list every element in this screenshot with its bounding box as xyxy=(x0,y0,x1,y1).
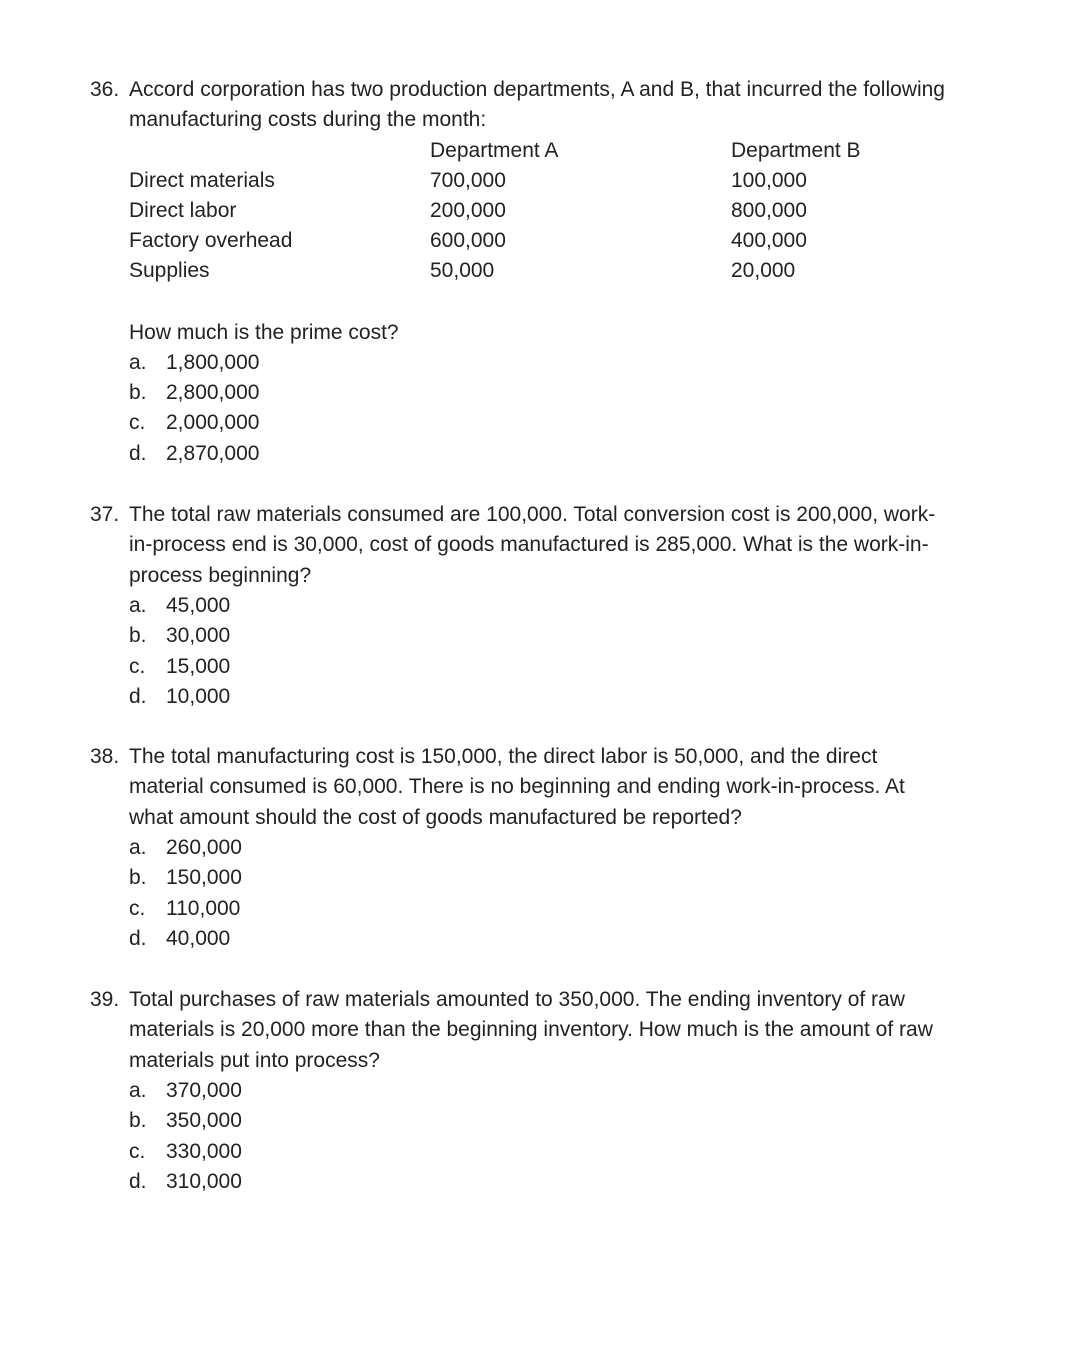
option-value: 15,000 xyxy=(166,654,231,678)
table-cell: 100,000 xyxy=(731,168,807,192)
table-cell: 700,000 xyxy=(430,168,506,192)
table-row-label: Supplies xyxy=(129,259,210,283)
question-text: material consumed is 60,000. There is no beginning and ending work-in-process. At xyxy=(129,775,905,799)
option-value: 40,000 xyxy=(166,926,231,950)
option-value: 310,000 xyxy=(166,1169,242,1193)
table-row-label: Direct materials xyxy=(129,168,275,192)
question-text: The total raw materials consumed are 100,000. Total conversion cost is 200,000, work- xyxy=(129,503,936,526)
option-letter: a. xyxy=(129,835,147,859)
question-text: manufacturing costs during the month: xyxy=(129,108,487,132)
option-letter: b. xyxy=(129,381,147,405)
option-letter: c. xyxy=(129,896,146,920)
question-number: 38. xyxy=(90,745,120,768)
option-letter: b. xyxy=(129,1109,147,1133)
table-cell: 400,000 xyxy=(731,229,807,253)
table-cell: 200,000 xyxy=(430,199,506,222)
table-cell: 20,000 xyxy=(731,259,796,283)
question-text: materials put into process? xyxy=(129,1048,380,1072)
option-letter: b. xyxy=(129,866,147,890)
option-value: 30,000 xyxy=(166,624,231,648)
question-number: 36. xyxy=(90,78,120,101)
question-text: materials is 20,000 more than the beginning inventory. How much is the amount of raw xyxy=(129,1018,933,1042)
option-letter: a. xyxy=(129,350,147,374)
table-row-label: Direct labor xyxy=(129,199,237,222)
table-cell: 600,000 xyxy=(430,229,506,253)
option-letter: a. xyxy=(129,1078,147,1102)
option-letter: d. xyxy=(129,684,147,708)
option-value: 150,000 xyxy=(166,866,242,890)
option-value: 45,000 xyxy=(166,593,231,617)
table-header: Department B xyxy=(731,138,861,162)
option-value: 330,000 xyxy=(166,1139,242,1163)
question-prompt: How much is the prime cost? xyxy=(129,320,399,344)
table-cell: 50,000 xyxy=(430,259,495,283)
question-number: 37. xyxy=(90,503,120,526)
table-cell: 800,000 xyxy=(731,199,807,222)
option-value: 110,000 xyxy=(166,896,241,920)
option-letter: c. xyxy=(129,411,146,435)
option-letter: d. xyxy=(129,1169,147,1193)
option-value: 260,000 xyxy=(166,835,242,859)
option-value: 370,000 xyxy=(166,1078,242,1102)
question-number: 39. xyxy=(90,988,120,1011)
option-value: 2,800,000 xyxy=(166,381,260,405)
option-letter: d. xyxy=(129,926,147,950)
table-header: Department A xyxy=(430,138,559,162)
option-letter: d. xyxy=(129,441,147,465)
option-value: 10,000 xyxy=(166,684,231,708)
option-value: 1,800,000 xyxy=(166,350,260,374)
option-value: 2,870,000 xyxy=(166,441,260,465)
question-text: Accord corporation has two production departments, A and B, that incurred the following xyxy=(129,78,945,101)
question-text: The total manufacturing cost is 150,000, the direct labor is 50,000, and the direct xyxy=(129,745,878,768)
option-letter: b. xyxy=(129,624,147,648)
option-value: 350,000 xyxy=(166,1109,242,1133)
option-letter: c. xyxy=(129,1139,146,1163)
option-letter: a. xyxy=(129,593,147,617)
question-text: in-process end is 30,000, cost of goods manufactured is 285,000. What is the work-in- xyxy=(129,533,929,557)
question-text: what amount should the cost of goods manufactured be reported? xyxy=(129,805,742,829)
option-value: 2,000,000 xyxy=(166,411,260,435)
table-row-label: Factory overhead xyxy=(129,229,293,253)
question-text: process beginning? xyxy=(129,563,312,587)
option-letter: c. xyxy=(129,654,146,678)
question-text: Total purchases of raw materials amounted to 350,000. The ending inventory of raw xyxy=(129,988,905,1011)
